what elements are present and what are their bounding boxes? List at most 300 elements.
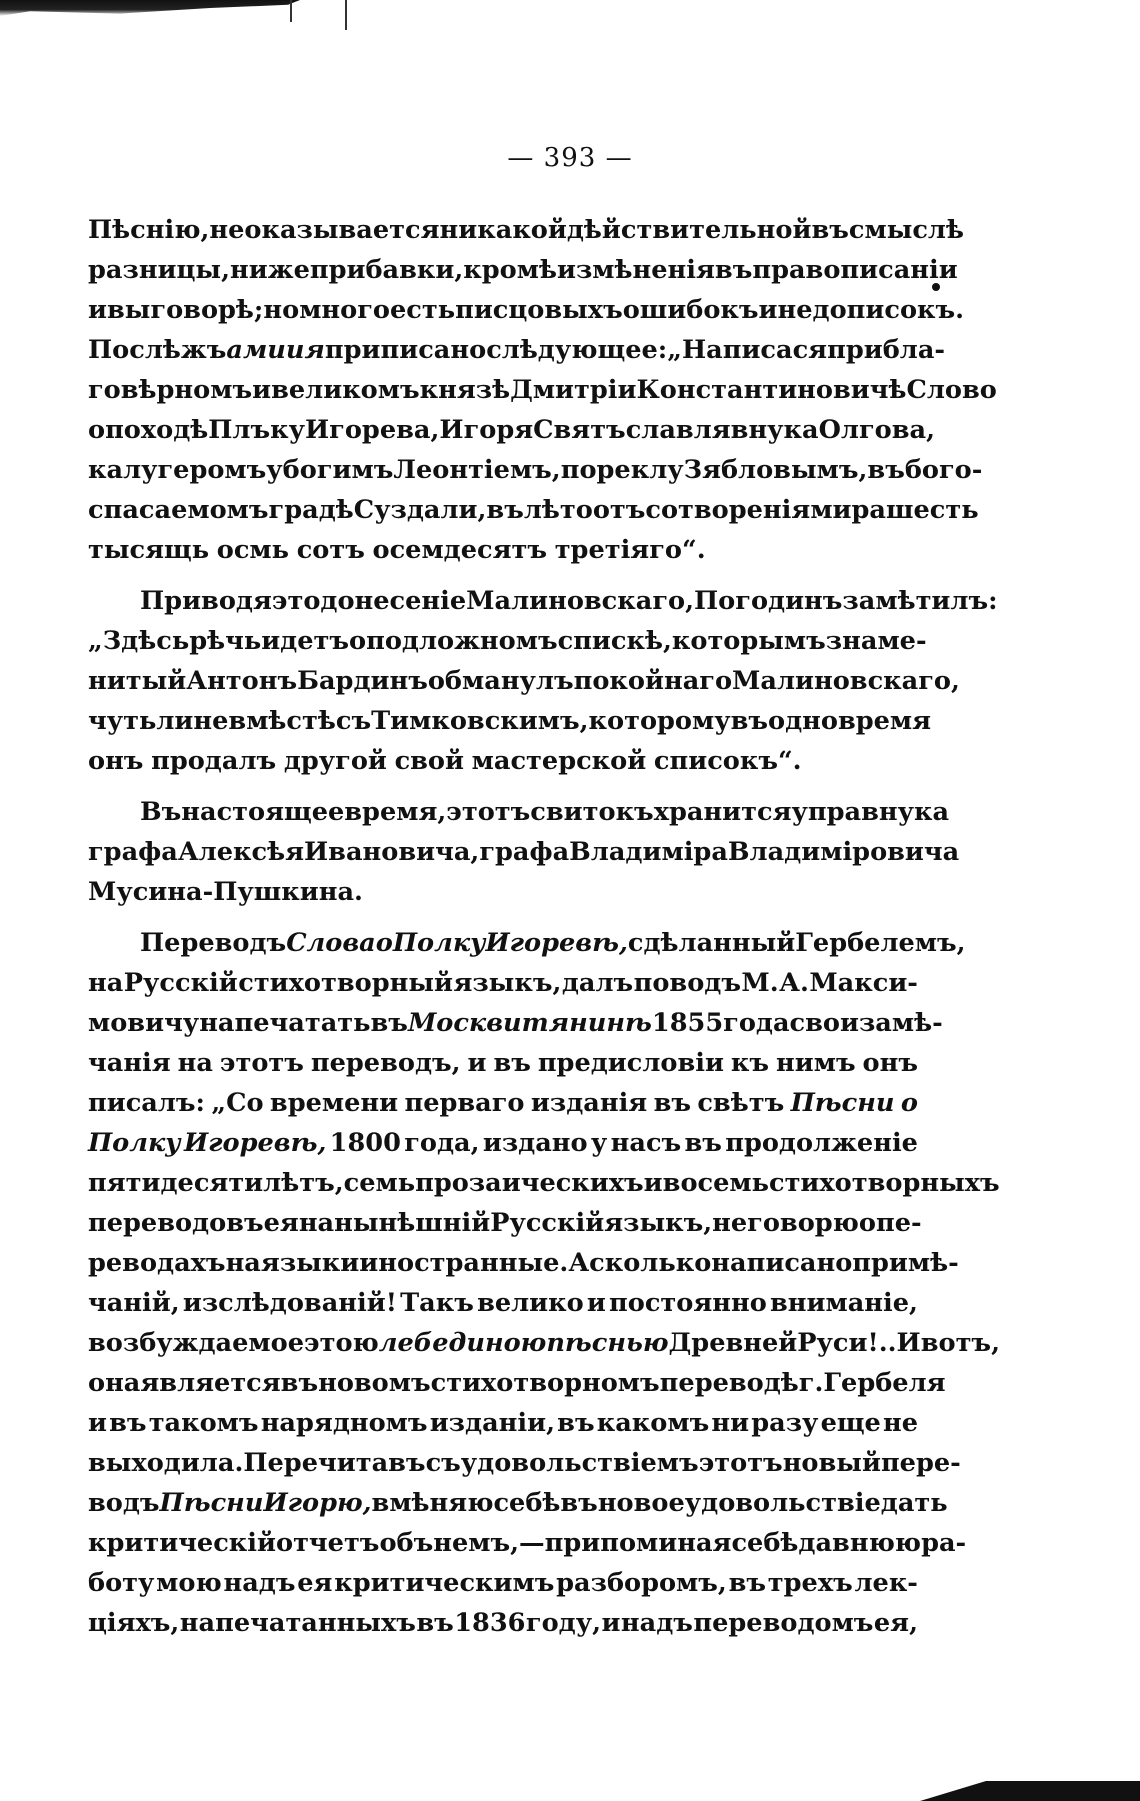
word: убогимъ [266,455,394,485]
word: съ [425,1448,461,1478]
word: Бардинъ [297,666,428,696]
text-line [88,923,966,963]
text-line [88,1043,918,1083]
word: реклу [596,455,684,485]
word: напечатанныхъ [179,1608,416,1638]
text-line [88,621,927,661]
word: разу [751,1408,819,1438]
word: о [349,626,367,656]
word: князѣ [419,375,511,405]
word: велико [477,1288,584,1318]
word: Приводя [140,586,272,616]
word: реводахъ [88,1248,226,1278]
text-line [88,1363,946,1403]
word: которымъ [671,626,826,656]
word: Владиміра [569,837,728,867]
word: не [209,215,245,245]
word: свѣтъ [697,1088,785,1118]
word: чанія [88,1048,171,1078]
word: знаме- [825,626,927,656]
word: Игоревѣ, [183,1128,327,1158]
word: надъ [223,1568,296,1598]
word: много [299,295,390,325]
word: у [590,1128,608,1158]
text-line [88,741,918,781]
word: возбуждаемое [88,1328,304,1358]
word: 1800 [329,1128,401,1158]
word: спасаемомъ [88,495,269,525]
word: мою [156,1568,222,1598]
word: Макси- [809,968,918,998]
word: пе- [876,1208,922,1238]
word: писцовыхъ [455,295,623,325]
word: измѣненія [556,255,715,285]
word: ра- [921,1528,967,1558]
word: походѣ [105,415,209,445]
word: не [712,1208,748,1238]
word: въ [280,1368,319,1398]
word: пере- [880,1448,961,1478]
word: года [723,1008,790,1038]
word: А. [779,968,809,998]
word: спискѣ, [557,626,672,656]
word: въ [493,1048,531,1078]
word: есть [389,295,456,325]
word: слѣдующее: [486,335,668,365]
word: одно [768,706,838,736]
body-text [88,210,1000,1643]
text-line [88,661,960,701]
word: списокъ“. [653,746,802,776]
word: графа [88,837,178,867]
word: рѣчь [189,626,262,656]
word: Слова [286,928,376,958]
word: Пѣснію, [88,215,210,245]
word: въ [728,1568,767,1598]
text-line [88,210,964,250]
word: продолженіе [725,1128,918,1158]
word: Полку [392,928,486,958]
text-line [88,1403,918,1443]
word: недописокъ. [777,295,965,325]
word: критическій [88,1528,276,1558]
word: Руси!.. [797,1328,897,1358]
text-line [88,1443,961,1483]
word: она [88,1368,141,1398]
word: Константиновичѣ [636,375,907,405]
word: замѣтилъ: [842,586,998,616]
word: изданія [530,1088,648,1118]
word: года, [404,1128,480,1158]
word: немъ,—припоминая [433,1528,732,1558]
text-line [88,290,965,330]
word: такомъ [148,1408,259,1438]
word: языкъ, [604,1208,713,1238]
text-line [88,330,946,370]
word: никакой [439,215,567,245]
word: внука [730,415,819,445]
word: Малиновскаго, [732,666,960,696]
word: настоящее [181,797,345,827]
word: разборомъ, [556,1568,727,1598]
word: правнука [807,797,950,827]
word: дѣйствительной [566,215,812,245]
word: калугеромъ [88,455,267,485]
word: въ [370,1008,408,1038]
word: шесть [886,495,979,525]
text-line [88,1003,943,1043]
word: замѣ- [858,1008,943,1038]
word: и [252,375,272,405]
word: на [225,1248,261,1278]
text-line [88,872,918,912]
word: и [88,295,107,325]
word: новое [597,1488,685,1518]
text-line [88,581,998,621]
word: лѣтъ, [263,1168,344,1198]
word: критическимъ [334,1568,555,1598]
word: М. [741,968,779,998]
word: Святъславля [533,415,731,445]
word: „Здѣсь [88,626,190,656]
word: сколько [589,1248,712,1278]
word: вотъ, [920,1328,1000,1358]
word: Владиміровича [727,837,960,867]
word: нимъ [776,1048,856,1078]
word: Пѣсни [159,1488,264,1518]
word: водъ [88,1488,160,1518]
text-line [88,832,960,872]
word: Тимковскимъ, [371,706,589,736]
word: Игорева, [304,415,440,445]
word: Суздали, [353,495,487,525]
word: себѣ [731,1528,799,1558]
word: переводомъ [693,1608,874,1638]
word: еще [820,1408,881,1438]
word: нынѣшній [334,1208,491,1238]
word: А [568,1248,590,1278]
scan-tick-mark [290,0,292,22]
word: прозаическихъ [415,1168,644,1198]
text-line [88,792,950,832]
page-number: — 393 — [507,143,633,173]
word: ли [156,706,194,736]
word: Полку [88,1128,181,1158]
word: 1855 [651,1008,724,1038]
word: оказывается [244,215,440,245]
word: въ [109,1408,147,1438]
word: Игоревѣ, [485,928,628,958]
text-line [88,450,983,490]
word: и [586,1288,606,1318]
word: дать [880,1488,948,1518]
word: выходила. [88,1448,244,1478]
word: языкъ, [453,968,562,998]
scan-artifact-bottom [920,1781,1140,1801]
word: пѣснью [546,1328,669,1358]
word: примѣ- [852,1248,959,1278]
word: Плъку [208,415,305,445]
text-line [88,1083,918,1123]
word: въ [416,1608,454,1638]
word: давнюю [798,1528,922,1558]
word: Переводъ [140,928,287,958]
word: боту [88,1568,155,1598]
word: чаній, [88,1288,180,1318]
word: „Написася [667,335,828,365]
word: идетъ [261,626,350,656]
word: Антонъ [186,666,298,696]
word: ея [263,1208,299,1238]
word: сотъ [296,535,365,565]
word: писалъ: [88,1088,206,1118]
word: Гербелемъ, [795,928,966,958]
word: о [858,1208,876,1238]
text-line [88,530,918,570]
word: лебединою [378,1328,547,1358]
word: пятидесяти [88,1168,264,1198]
scan-tick-mark [345,0,347,30]
word: Послѣ [88,335,181,365]
word: и [88,1408,107,1438]
text-line [88,370,997,410]
word: Малиновскаго, [466,586,695,616]
word: на [88,968,124,998]
word: обманулъ [427,666,574,696]
word: поводъ [633,968,741,998]
word: въ [714,255,753,285]
text-line [88,1283,918,1323]
text-line [88,1123,918,1163]
word: является [140,1368,281,1398]
text-line [88,1203,922,1243]
word: семь [343,1168,416,1198]
word: новый [782,1448,881,1478]
word: въ [486,495,524,525]
word: году, [525,1608,602,1638]
word: изданіи, [429,1408,556,1438]
word: переводѣ [659,1368,799,1398]
word: осемдесятъ [372,535,548,565]
word: свой [394,746,464,776]
word: ошибокъ [622,295,759,325]
word: перваго [404,1088,525,1118]
word: и [601,1608,621,1638]
word: стихотворный [238,968,453,998]
word: онъ [862,1048,918,1078]
text-line [88,701,932,741]
word: говѣрномъ [88,375,253,405]
word: Погодинъ [694,586,843,616]
word: осмь [216,535,290,565]
word: время [837,706,932,736]
word: Зябловымъ, [683,455,868,485]
word: вмѣстѣ [228,706,336,736]
word: въ [653,1088,691,1118]
word: лек- [854,1568,918,1598]
text-line [88,1323,1000,1363]
word: стихотворныхъ [768,1168,1000,1198]
word: надъ [620,1608,693,1638]
word: напечатать [199,1008,371,1038]
word: Слово [906,375,997,405]
word: въ [811,215,849,245]
word: переводовъ [88,1208,264,1238]
word: языки [260,1248,360,1278]
word: объ [379,1528,434,1558]
word: Въ [140,797,182,827]
word: лѣто [523,495,593,525]
word: третіяго“. [554,535,706,565]
word: донесеніе [320,586,467,616]
word: продалъ [151,746,277,776]
word: и [758,295,778,325]
word: покойнаго [573,666,733,696]
word: кромѣ [463,255,557,285]
word: не [882,1408,918,1438]
word: Москвитянинѣ [407,1008,652,1038]
word: правописаніи [752,255,958,285]
word: И [896,1328,921,1358]
word: удовольствіе [684,1488,881,1518]
word: нитый [88,666,187,696]
word: постоянно [609,1288,767,1318]
text-line [88,1163,1000,1203]
word: Древней [668,1328,798,1358]
text-line [88,410,935,450]
text-line [88,1603,918,1643]
word: этою [304,1328,379,1358]
word: въ [557,1408,595,1438]
text-line [88,1563,918,1603]
word: восемь [662,1168,769,1198]
word: и [467,1048,487,1078]
word: прибавки, [309,255,464,285]
word: нарядномъ [260,1408,428,1438]
word: Русскій [123,968,238,998]
word: предисловіи [537,1048,724,1078]
word: въ [560,1488,598,1518]
scan-artifact-top [0,0,300,16]
text-line [88,250,958,290]
word: разницы, [88,255,231,285]
word: о [375,928,393,958]
word: которому [588,706,731,736]
word: въ [684,1128,722,1158]
word: онъ [88,746,144,776]
word: хранится [653,797,792,827]
word: „Со [211,1088,264,1118]
word: отчетъ [276,1528,380,1558]
word: свои [789,1008,859,1038]
word: подложномъ [366,626,558,656]
word: издано [482,1128,588,1158]
text-line [88,963,918,1003]
word: Игорю, [263,1488,372,1518]
word: себѣ [493,1488,561,1518]
word: удовольствіемъ [460,1448,699,1478]
word: жъ [180,335,227,365]
word: трехъ [767,1568,853,1598]
word: времени [269,1088,399,1118]
word: ни [711,1408,750,1438]
word: Ивановича, [303,837,480,867]
word: ціяхъ, [88,1608,180,1638]
word: къ [730,1048,770,1078]
word: великомъ [271,375,420,405]
word: Такъ [400,1288,474,1318]
word: амиия [226,335,325,365]
word: Олгова, [818,415,935,445]
word: ея [297,1568,333,1598]
word: градѣ [268,495,354,525]
word: въ [867,455,905,485]
word: но [263,295,300,325]
word: въ [730,706,769,736]
text-line [88,1243,959,1283]
word: графа [479,837,570,867]
word: бого- [904,455,983,485]
word: по [560,455,597,485]
word: ниже [230,255,310,285]
word: Пѣсни [790,1088,895,1118]
word: Русскій [490,1208,605,1238]
word: Алексѣя [177,837,304,867]
word: Мусина-Пушкина. [88,877,363,907]
word: говорю [747,1208,859,1238]
text-line [88,1483,948,1523]
word: это [271,586,321,616]
word: Дмитріи [510,375,637,405]
word: сдѣланный [627,928,796,958]
word: при [827,335,883,365]
word: какомъ [596,1408,710,1438]
word: сотворенія [645,495,811,525]
word: этотъ [698,1448,783,1478]
word: у [791,797,808,827]
word: изслѣдованій! [182,1288,397,1318]
word: время, [344,797,447,827]
word: далъ [561,968,634,998]
word: чуть [88,706,157,736]
word: написано [711,1248,853,1278]
word: мира [810,495,887,525]
word: иностранные. [359,1248,569,1278]
word: Леонтіемъ, [393,455,561,485]
word: новомъ [318,1368,431,1398]
text-line [88,1523,967,1563]
word: другой [283,746,387,776]
text-line [88,490,979,530]
word: вниманіе, [769,1288,918,1318]
word: стихотворномъ [430,1368,660,1398]
word: свитокъ [530,797,654,827]
word: этотъ [219,1048,304,1078]
word: 1836 [454,1608,526,1638]
word: выговорѣ; [106,295,264,325]
word: насъ [610,1128,682,1158]
word: переводъ, [310,1048,461,1078]
word: на [298,1208,335,1238]
word: съ [335,706,372,736]
word: о [88,415,106,445]
word: не [193,706,229,736]
word: приписано [324,335,487,365]
word: Гербеля [823,1368,946,1398]
word: г. [798,1368,824,1398]
word: о [900,1088,918,1118]
word: Перечитавъ [243,1448,426,1478]
